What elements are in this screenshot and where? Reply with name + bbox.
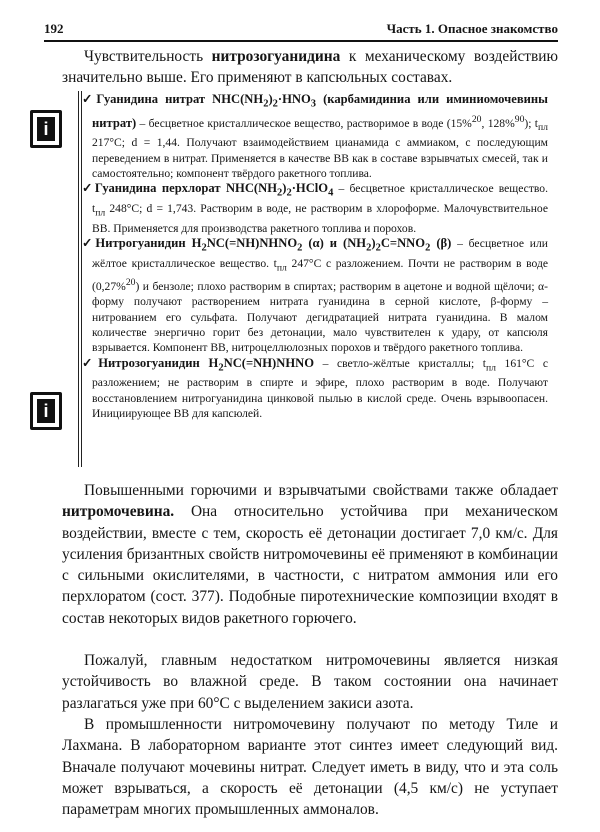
entry-nitrosoguanidine: ✓Нитрозогуанидин $H_2NC(=NH)NHNO$ – светло-жёлтые кристаллы; $t_{пл}$ 161°C с разложением; не растворим в спирте и эфире, плохо растворим в воде. Получают восстановлением нитрогуанидина цинковой пылью в кислой среде. Очень взрывоопасен. Инициирующее ВВ для капсюлей.: [82, 355, 548, 421]
chapter-title: Часть 1. Опасное знакомство: [386, 21, 558, 36]
nitrosoguanidine-term: нитрозогуанидина: [211, 48, 341, 65]
checkmark-icon: ✓: [82, 181, 95, 196]
entry-heading: ✓Нитрозогуанидин $H_2NC(=NH)NHNO$: [82, 355, 315, 374]
running-header: [44, 18, 558, 42]
synthesis-paragraph: В промышленности нитромочевину получают по методу Тиле и Лахмана. В лабораторном варианте этот синтез имеет следующий вид. Вначале получают мочевины нитрат. Следует иметь в виду, что и эта соль может взрываться, а скорость её детонации (4,5 км/с) не уступает параметрам многих промышленных аммоналов.: [62, 716, 558, 819]
checkmark-icon: ✓: [82, 355, 99, 370]
info-icon: i: [30, 392, 62, 430]
entry-nitroguanidine: ✓Нитрогуанидин $H_2NC(=NH)NHNO_2$ (α) и $(NH_2)_2C=NNO_2$ (β) – бесцветное или жёлтое кристаллическое вещество. $t_{пл}$ 247°C с разложением. Почти не растворим в воде (0,27%$^{20}$) и бензоле; плохо растворим в спиртах; растворим в ацетоне и водной щёлочи; α-форму получают растворением нитрата гуанидина в серной кислоте, β-форму – нитрованием его сульфата. Получают дегидратацией нитрата гуанидина. В малом количестве энергично горит без детонации, мало чувствителен к удару, от капсюля взрывается. Компонент ВВ, нитроцеллюлозных порохов и твёрдого ракетного топлива.: [82, 235, 548, 355]
entry-guanidine-nitrate: ✓Гуанидина нитрат $NHC(NH_2)_2\cdot HNO_3$ (карбамидиниа или иминиомочевины нитрат) – бесцветное кристаллическое вещество, растворимое в воде (15%$^{20}$, 128%$^{90}$); $t_{пл}$ 217°C; d = 1,44. Получают взаимодействием цианамида с аммиаком, с последующим переведением в нитрат. Применяется в качестве ВВ как в составе взрывчатых смесей, так и самостоятельно; компонент твёрдого ракетного топлива.: [82, 92, 549, 180]
checkmark-icon: ✓: [82, 235, 96, 250]
nitrourea-paragraph: Повышенными горючими и взрывчатыми свойствами также обладает нитромочевина. Она относительно устойчива при механическом воздействии, вместе с тем, скорость её детонации достигает 7,0 км/с. Для усиления бризантных свойств нитромочевины её применяют в комбинации с сильными окислителями, в частности, с нитратом аммония или его перхлоратом (сост. 377). Подобные пиротехнические композиции входят в состав некоторых видов ракетного горючего.: [62, 482, 558, 627]
checkmark-icon: ✓: [82, 92, 97, 106]
page-number: 192: [44, 21, 64, 36]
entry-heading: ✓Гуанидина нитрат $NHC(NH_2)_2\cdot HNO_3$ (карбамидиниа или иминиомочевины нитрат): [82, 92, 548, 130]
stability-paragraph: Пожалуй, главным недостатком нитромочевины является низкая устойчивость во влажной среде. В таком состоянии она начинает разлагаться уже при 60°C с выделением закиси азота.: [62, 652, 558, 712]
entry-heading: ✓Гуанидина перхлорат $NHC(NH_2)_2\cdot HClO_4$: [82, 181, 334, 199]
info-box-entries: [82, 92, 548, 421]
info-icon: i: [30, 110, 62, 148]
nitrourea-term: нитромочевина.: [62, 503, 175, 521]
entry-heading: ✓Нитрогуанидин $H_2NC(=NH)NHNO_2$ (α) и $(NH_2)_2C=NNO_2$ (β): [82, 235, 452, 254]
intro-paragraph: Чувствительность нитрозогуанидина к механическому воздействию значительно выше. Его применяют в капсюльных составах.: [62, 48, 558, 87]
entry-guanidine-perchlorate: ✓Гуанидина перхлорат $NHC(NH_2)_2\cdot HClO_4$ – бесцветное кристаллическое вещество. $t_{пл}$ 248°C; d = 1,743. Растворим в воде, не растворим в хлороформе. Малочувствительное ВВ. Применяется для производства ракетного топлива и порохов.: [82, 181, 548, 235]
